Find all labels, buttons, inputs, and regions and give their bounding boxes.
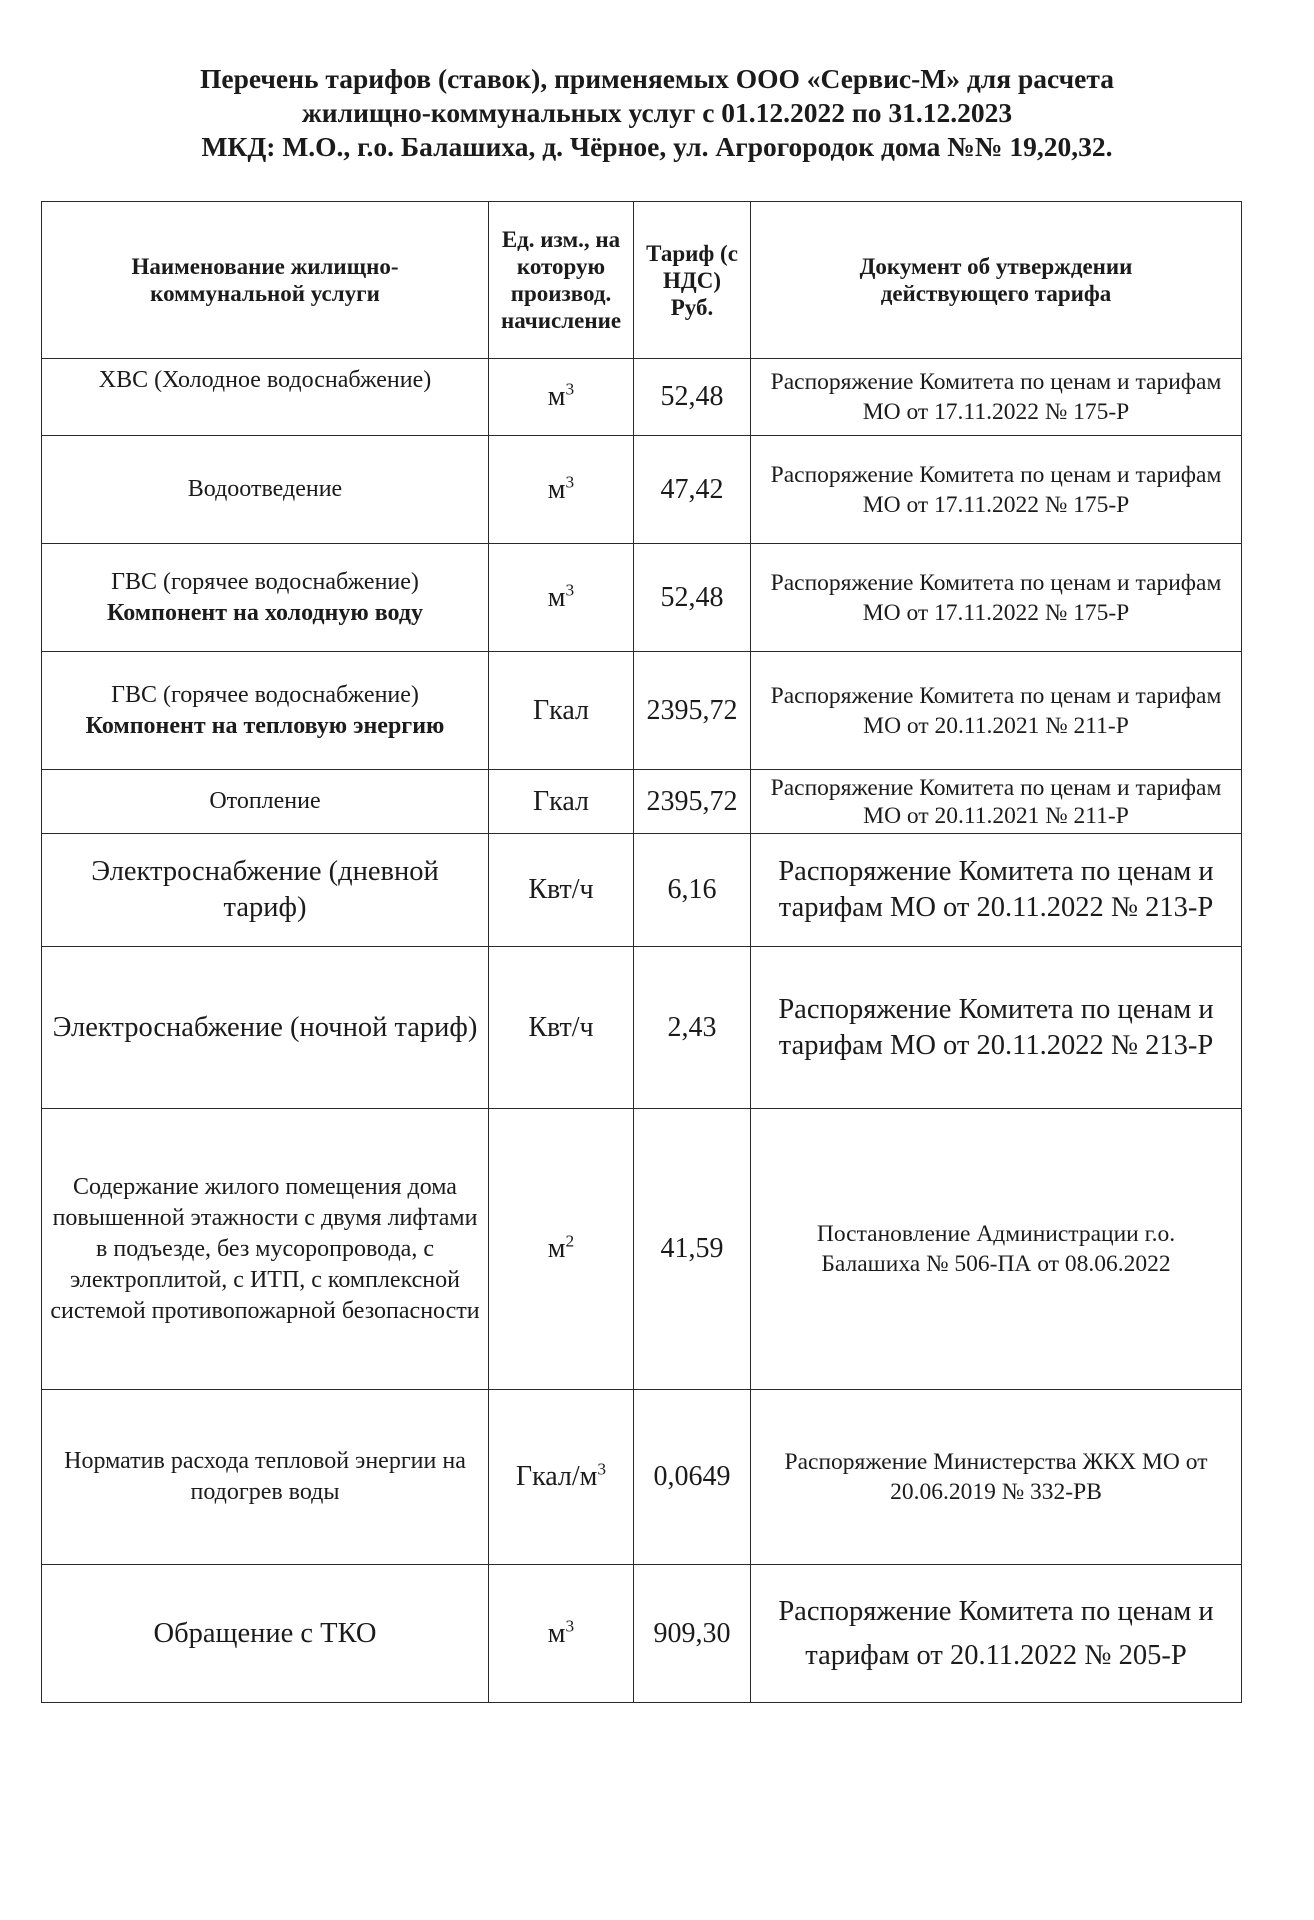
unit-cell (489, 834, 634, 947)
tariff-value: 2,43 (634, 947, 751, 1109)
tariff-value: 41,59 (634, 1109, 751, 1390)
unit-exponent: 3 (565, 379, 575, 399)
unit-cell (489, 770, 634, 834)
unit-exponent: 3 (565, 1616, 575, 1636)
service-name: Водоотведение (42, 436, 489, 544)
tariff-value: 0,0649 (634, 1390, 751, 1565)
unit-base: Гкал/м (515, 1461, 598, 1492)
service-name: Электроснабжение (дневной тариф) (42, 834, 489, 947)
table-row (42, 1109, 1242, 1390)
table-header-row (42, 202, 1242, 359)
header-tariff: Тариф (с НДС) Руб. (634, 202, 751, 359)
tariffs-table (41, 201, 1242, 1703)
document-title (0, 62, 1314, 164)
document-ref: Распоряжение Комитета по ценам и тарифам МО от 17.11.2022 № 175-Р (751, 544, 1242, 652)
table-row (42, 1390, 1242, 1565)
title-line-3: МКД: М.О., г.о. Балашиха, д. Чёрное, ул. Агрогородок дома №№ 19,20,32. (201, 131, 1113, 162)
unit-base: м (547, 381, 566, 412)
unit-base: Гкал (532, 785, 589, 817)
service-name: Содержание жилого помещения дома повышенной этажности с двумя лифтами в подъезде, без мусоропровода, с электроплитой, с ИТП, с комплексной системой противопожарной безопасности (42, 1109, 489, 1390)
table-row (42, 652, 1242, 770)
service-name-cell (42, 652, 489, 770)
unit-base: Квт/ч (528, 874, 594, 905)
unit-base: м (547, 1233, 566, 1264)
document-ref: Распоряжение Министерства ЖКХ МО от 20.06.2019 № 332-РВ (751, 1390, 1242, 1565)
tariff-value: 2395,72 (634, 770, 751, 834)
unit-cell (489, 1109, 634, 1390)
header-document: Документ об утверждении действующего тарифа (751, 202, 1242, 359)
tariff-value: 47,42 (634, 436, 751, 544)
service-name: ХВС (Холодное водоснабжение) (42, 359, 489, 436)
unit-exponent: 3 (565, 472, 575, 492)
unit-base: Гкал (532, 694, 589, 726)
service-component: Компонент на тепловую энергию (85, 712, 445, 739)
document-ref: Распоряжение Комитета по ценам и тарифам МО от 17.11.2022 № 175-Р (751, 436, 1242, 544)
service-name: Электроснабжение (ночной тариф) (42, 947, 489, 1109)
tariff-value: 2395,72 (634, 652, 751, 770)
table-row (42, 834, 1242, 947)
table-row (42, 947, 1242, 1109)
tariff-value: 909,30 (634, 1565, 751, 1703)
document-ref: Распоряжение Комитета по ценам и тарифам МО от 20.11.2021 № 211-Р (751, 652, 1242, 770)
document-ref: Распоряжение Комитета по ценам и тарифам МО от 20.11.2022 № 213-Р (751, 834, 1242, 947)
table-row (42, 359, 1242, 436)
title-line-2: жилищно-коммунальных услуг с 01.12.2022 по 31.12.2023 (301, 97, 1013, 128)
service-name: Норматив расхода тепловой энергии на подогрев воды (42, 1390, 489, 1565)
document-ref: Постановление Администрации г.о. Балашиха № 506-ПА от 08.06.2022 (751, 1109, 1242, 1390)
unit-cell (489, 947, 634, 1109)
unit-base: м (547, 581, 566, 613)
service-name-cell (42, 544, 489, 652)
unit-base: м (547, 1617, 566, 1649)
unit-base: м (547, 473, 566, 505)
table-row (42, 436, 1242, 544)
document-ref: Распоряжение Комитета по ценам и тарифам МО от 20.11.2022 № 213-Р (751, 947, 1242, 1109)
unit-cell (489, 436, 634, 544)
unit-cell (489, 1390, 634, 1565)
unit-cell (489, 652, 634, 770)
document-ref: Распоряжение Комитета по ценам и тарифам МО от 20.11.2021 № 211-Р (751, 770, 1242, 834)
unit-exponent: 3 (565, 580, 575, 600)
service-name: ГВС (горячее водоснабжение) (111, 681, 419, 708)
service-component: Компонент на холодную воду (107, 599, 423, 626)
header-unit: Ед. изм., на которую производ. начисление (489, 202, 634, 359)
tariff-value: 52,48 (634, 359, 751, 436)
title-line-1: Перечень тарифов (ставок), применяемых ООО «Сервис-М» для расчета (200, 63, 1114, 94)
unit-cell (489, 544, 634, 652)
table-row (42, 544, 1242, 652)
tariff-value: 6,16 (634, 834, 751, 947)
document-ref: Распоряжение Комитета по ценам и тарифам от 20.11.2022 № 205-Р (751, 1565, 1242, 1703)
service-name: ГВС (горячее водоснабжение) (111, 568, 419, 595)
document-ref: Распоряжение Комитета по ценам и тарифам МО от 17.11.2022 № 175-Р (751, 359, 1242, 436)
header-service: Наименование жилищно-коммунальной услуги (42, 202, 489, 359)
service-name: Отопление (42, 770, 489, 834)
tariff-value: 52,48 (634, 544, 751, 652)
table-row (42, 1565, 1242, 1703)
table-row (42, 770, 1242, 834)
unit-base: Квт/ч (528, 1011, 594, 1043)
unit-exponent: 2 (565, 1231, 575, 1251)
unit-cell (489, 1565, 634, 1703)
service-name: Обращение с ТКО (42, 1565, 489, 1703)
unit-cell (489, 359, 634, 436)
unit-exponent: 3 (597, 1459, 607, 1479)
